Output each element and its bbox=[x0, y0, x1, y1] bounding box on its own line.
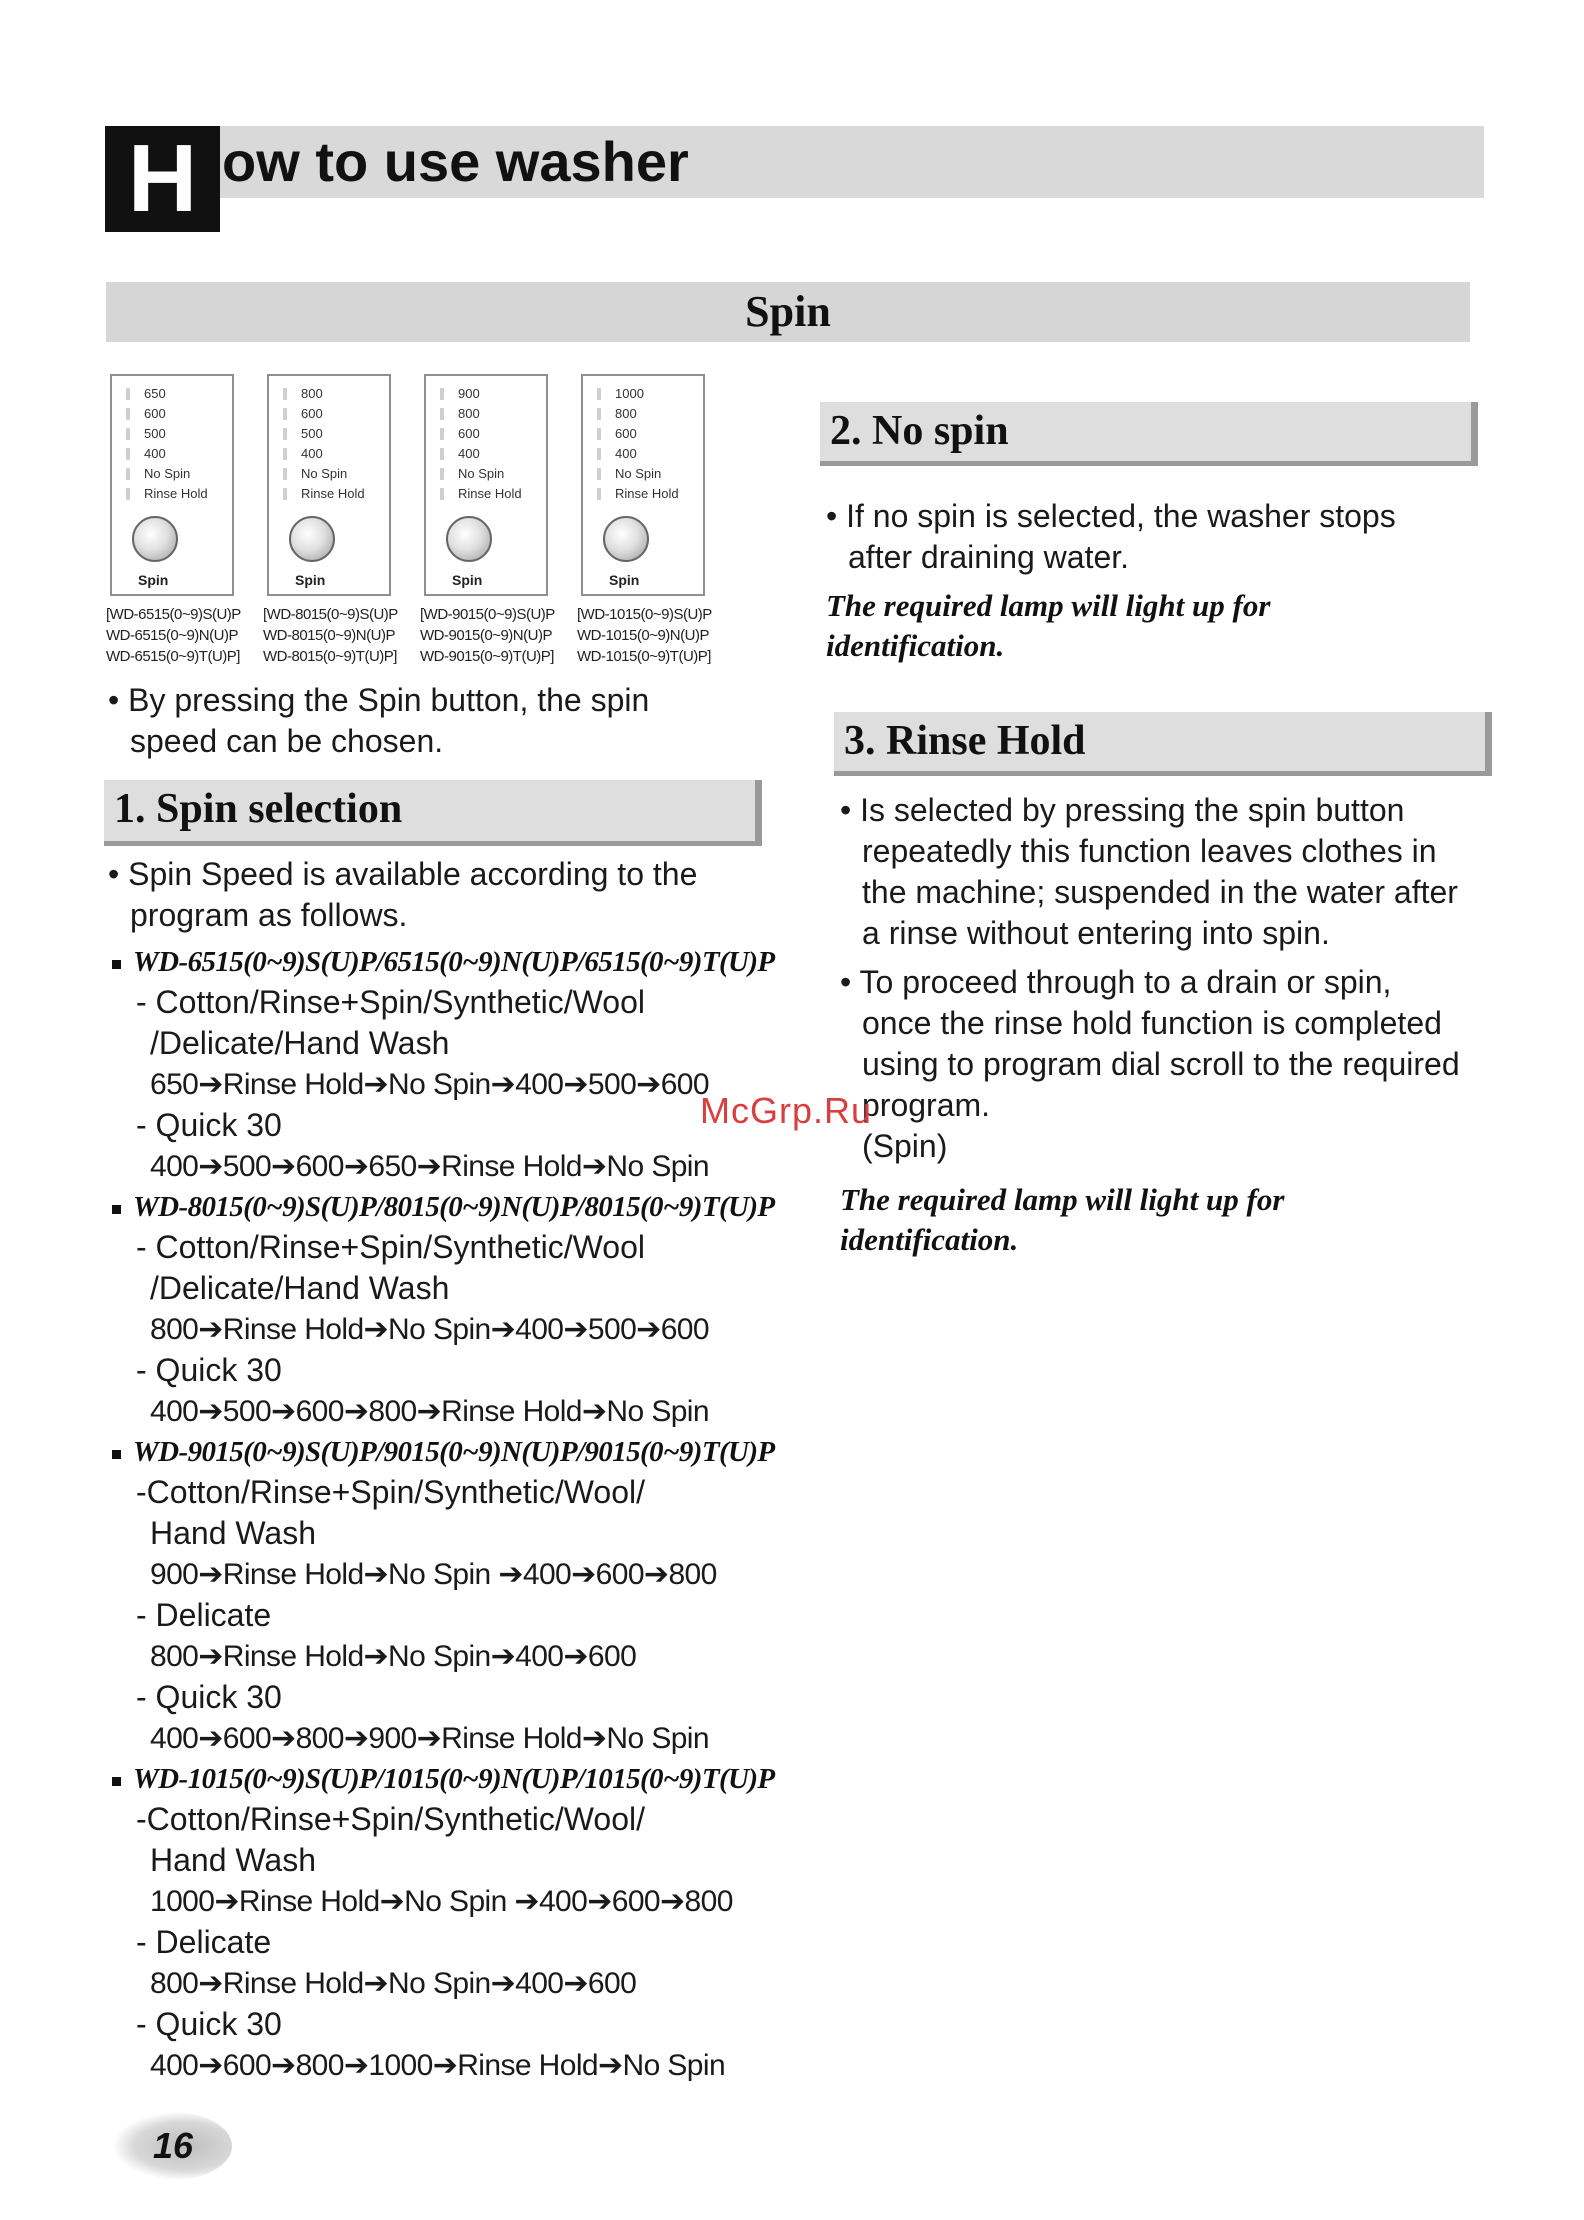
model-code: WD-9015(0~9)N(U)P bbox=[420, 627, 552, 644]
text-line: • If no spin is selected, the washer stops bbox=[826, 498, 1396, 534]
text-line: The required lamp will light up for bbox=[840, 1182, 1285, 1217]
bullet-icon bbox=[112, 1777, 121, 1786]
spin-speed-lamp: 500 bbox=[120, 424, 228, 444]
no-spin-body bbox=[826, 496, 1486, 578]
bullet-icon bbox=[112, 1450, 121, 1459]
spin-sequence: 800➔Rinse Hold➔No Spin➔400➔500➔600 bbox=[150, 1313, 709, 1346]
spin-speed-lamp: Rinse Hold bbox=[434, 484, 542, 504]
spin-control-panel bbox=[424, 374, 548, 596]
text-line: identification. bbox=[840, 1222, 1019, 1257]
model-code: WD-1015(0~9)T(U)P] bbox=[577, 648, 711, 665]
text-line: once the rinse hold function is completed bbox=[862, 1005, 1442, 1041]
text-line: after draining water. bbox=[848, 539, 1130, 575]
model-code: [WD-1015(0~9)S(U)P bbox=[577, 606, 712, 623]
spin-speed-lamp: 600 bbox=[434, 424, 542, 444]
program-line: /Delicate/Hand Wash bbox=[150, 1025, 450, 1061]
rinse-hold-note bbox=[840, 1180, 1500, 1260]
spin-speed-lamp: 600 bbox=[120, 404, 228, 424]
spin-button-icon[interactable] bbox=[132, 516, 178, 562]
spin-speed-lamp: 600 bbox=[277, 404, 385, 424]
spin-speed-lamp: Rinse Hold bbox=[591, 484, 699, 504]
text-line: • To proceed through to a drain or spin, bbox=[840, 964, 1392, 1000]
program-line: /Delicate/Hand Wash bbox=[150, 1270, 450, 1306]
spin-speed-lamps bbox=[434, 384, 542, 504]
model-code-list bbox=[577, 604, 747, 667]
spin-sequence: 400➔500➔600➔800➔Rinse Hold➔No Spin bbox=[150, 1395, 709, 1428]
model-code-list bbox=[106, 604, 276, 667]
spin-speed-lamp: Rinse Hold bbox=[120, 484, 228, 504]
text-line: • Is selected by pressing the spin button bbox=[840, 792, 1405, 828]
model-code-list bbox=[263, 604, 433, 667]
spin-sequence: 800➔Rinse Hold➔No Spin➔400➔600 bbox=[150, 1640, 637, 1673]
model-heading bbox=[112, 942, 775, 982]
title-initial-cap: H bbox=[105, 126, 220, 232]
spin-button-label: Spin bbox=[138, 572, 169, 588]
spin-button-label: Spin bbox=[609, 572, 640, 588]
spin-sequence: 900➔Rinse Hold➔No Spin ➔400➔600➔800 bbox=[150, 1558, 717, 1591]
no-spin-note bbox=[826, 586, 1486, 666]
text-line: speed can be chosen. bbox=[130, 723, 444, 759]
text-line: The required lamp will light up for bbox=[826, 588, 1271, 623]
spin-speed-lamp: No Spin bbox=[434, 464, 542, 484]
spin-speed-lamp: No Spin bbox=[277, 464, 385, 484]
text-line: identification. bbox=[826, 628, 1005, 663]
model-name: WD-6515(0~9)S(U)P/6515(0~9)N(U)P/6515(0~9)T(U)P bbox=[133, 946, 775, 978]
spin-speed-lamp: Rinse Hold bbox=[277, 484, 385, 504]
spin-button-icon[interactable] bbox=[446, 516, 492, 562]
model-code: WD-6515(0~9)N(U)P bbox=[106, 627, 238, 644]
model-code: [WD-9015(0~9)S(U)P bbox=[420, 606, 555, 623]
heading-rinse-hold: 3. Rinse Hold bbox=[834, 712, 1492, 776]
watermark-text: McGrp.Ru bbox=[700, 1090, 873, 1131]
spin-speed-lamp: 800 bbox=[591, 404, 699, 424]
spin-control-panel bbox=[110, 374, 234, 596]
program-line: -Cotton/Rinse+Spin/Synthetic/Wool/ bbox=[136, 1474, 645, 1510]
model-code: [WD-8015(0~9)S(U)P bbox=[263, 606, 398, 623]
spin-button-icon[interactable] bbox=[603, 516, 649, 562]
model-code: [WD-6515(0~9)S(U)P bbox=[106, 606, 241, 623]
model-code-list bbox=[420, 604, 590, 667]
spin-speed-lamp: No Spin bbox=[591, 464, 699, 484]
model-name: WD-8015(0~9)S(U)P/8015(0~9)N(U)P/8015(0~9)T(U)P bbox=[133, 1191, 775, 1223]
spin-speed-lamps bbox=[277, 384, 385, 504]
spin-button-icon[interactable] bbox=[289, 516, 335, 562]
spin-button-label: Spin bbox=[295, 572, 326, 588]
spin-sequence: 400➔600➔800➔1000➔Rinse Hold➔No Spin bbox=[150, 2049, 726, 2082]
spin-sequence: 650➔Rinse Hold➔No Spin➔400➔500➔600 bbox=[150, 1068, 709, 1101]
spin-speed-lamp: 500 bbox=[277, 424, 385, 444]
model-code: WD-8015(0~9)T(U)P] bbox=[263, 648, 397, 665]
spin-button-label: Spin bbox=[452, 572, 483, 588]
spin-speed-lamps bbox=[120, 384, 228, 504]
program-line: - Delicate bbox=[136, 1924, 272, 1960]
spin-control-panel bbox=[581, 374, 705, 596]
text-line: repeatedly this function leaves clothes in bbox=[862, 833, 1437, 869]
text-line: program as follows. bbox=[130, 897, 408, 933]
spin-sequence: 400➔600➔800➔900➔Rinse Hold➔No Spin bbox=[150, 1722, 709, 1755]
spin-speed-lamp: 400 bbox=[277, 444, 385, 464]
page-title: ow to use washer bbox=[222, 130, 689, 193]
model-code: WD-9015(0~9)T(U)P] bbox=[420, 648, 554, 665]
program-line: - Quick 30 bbox=[136, 1352, 282, 1388]
text-line: using to program dial scroll to the required bbox=[862, 1046, 1460, 1082]
rinse-hold-bullet-2 bbox=[840, 962, 1500, 1167]
text-line: • Spin Speed is available according to the bbox=[108, 856, 698, 892]
spin-speed-lamp: 600 bbox=[591, 424, 699, 444]
text-line: the machine; suspended in the water after bbox=[862, 874, 1458, 910]
model-heading bbox=[112, 1759, 775, 1799]
spin-speed-lamp: 400 bbox=[591, 444, 699, 464]
text-line: • By pressing the Spin button, the spin bbox=[108, 682, 650, 718]
program-line: Hand Wash bbox=[150, 1842, 316, 1878]
page-number: 16 bbox=[114, 2112, 232, 2180]
program-line: - Quick 30 bbox=[136, 1107, 282, 1143]
text-line: program. bbox=[862, 1087, 991, 1123]
spin-speed-lamp: 650 bbox=[120, 384, 228, 404]
model-name: WD-9015(0~9)S(U)P/9015(0~9)N(U)P/9015(0~9)T(U)P bbox=[133, 1436, 775, 1468]
spin-control-panel bbox=[267, 374, 391, 596]
heading-spin-selection: 1. Spin selection bbox=[104, 780, 762, 846]
spin-intro bbox=[108, 680, 758, 762]
program-line: Hand Wash bbox=[150, 1515, 316, 1551]
spin-speed-lamps bbox=[591, 384, 699, 504]
bullet-icon bbox=[112, 1205, 121, 1214]
model-name: WD-1015(0~9)S(U)P/1015(0~9)N(U)P/1015(0~9)T(U)P bbox=[133, 1763, 775, 1795]
spin-sequence: 400➔500➔600➔650➔Rinse Hold➔No Spin bbox=[150, 1150, 709, 1183]
spin-sequence: 800➔Rinse Hold➔No Spin➔400➔600 bbox=[150, 1967, 637, 2000]
spin-speed-lamp: 400 bbox=[434, 444, 542, 464]
program-line: - Cotton/Rinse+Spin/Synthetic/Wool bbox=[136, 1229, 645, 1265]
model-code: WD-6515(0~9)T(U)P] bbox=[106, 648, 240, 665]
heading-no-spin: 2. No spin bbox=[820, 402, 1478, 466]
model-spin-list bbox=[112, 942, 775, 2086]
spin-speed-lamp: 800 bbox=[434, 404, 542, 424]
model-heading bbox=[112, 1432, 775, 1472]
text-line: (Spin) bbox=[862, 1128, 948, 1164]
section-bar-spin: Spin bbox=[106, 282, 1470, 342]
model-code: WD-8015(0~9)N(U)P bbox=[263, 627, 395, 644]
spin-speed-lamp: 400 bbox=[120, 444, 228, 464]
rinse-hold-bullet-1 bbox=[840, 790, 1500, 954]
program-line: - Quick 30 bbox=[136, 2006, 282, 2042]
program-line: - Cotton/Rinse+Spin/Synthetic/Wool bbox=[136, 984, 645, 1020]
spin-speed-lamp: 1000 bbox=[591, 384, 699, 404]
text-line: a rinse without entering into spin. bbox=[862, 915, 1330, 951]
program-line: -Cotton/Rinse+Spin/Synthetic/Wool/ bbox=[136, 1801, 645, 1837]
spin-speed-lamp: No Spin bbox=[120, 464, 228, 484]
spin-selection-intro bbox=[108, 854, 768, 936]
model-code: WD-1015(0~9)N(U)P bbox=[577, 627, 709, 644]
bullet-icon bbox=[112, 960, 121, 969]
spin-sequence: 1000➔Rinse Hold➔No Spin ➔400➔600➔800 bbox=[150, 1885, 733, 1918]
program-line: - Quick 30 bbox=[136, 1679, 282, 1715]
spin-speed-lamp: 900 bbox=[434, 384, 542, 404]
model-heading bbox=[112, 1187, 775, 1227]
spin-speed-lamp: 800 bbox=[277, 384, 385, 404]
program-line: - Delicate bbox=[136, 1597, 272, 1633]
